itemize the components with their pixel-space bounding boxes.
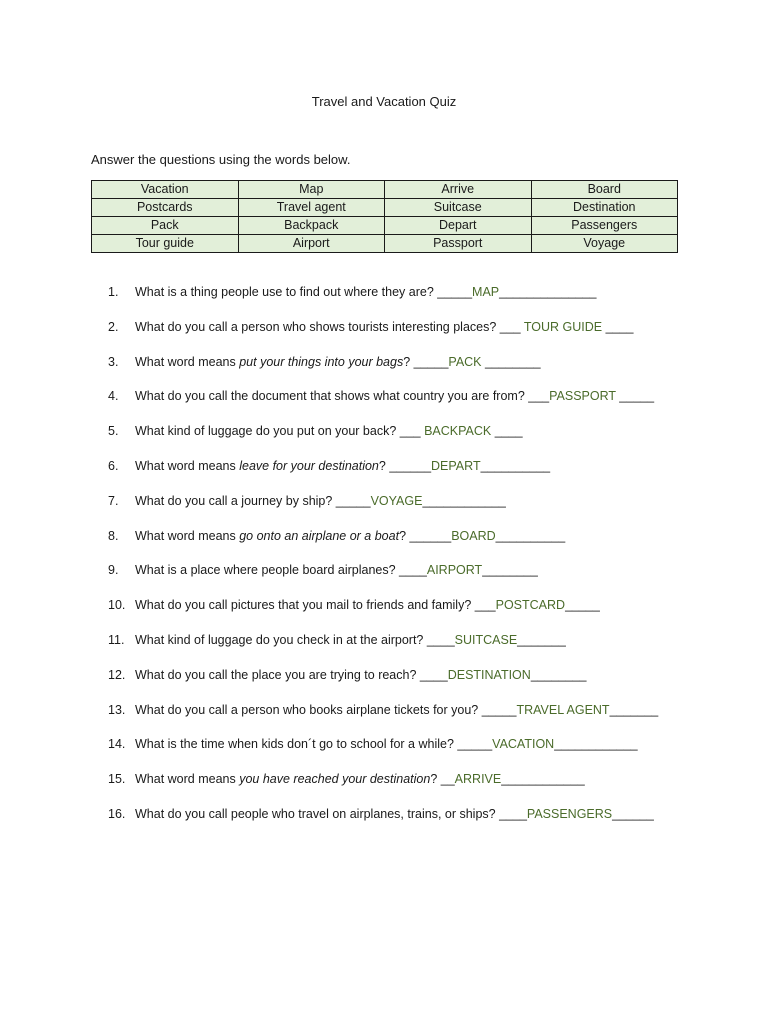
word-bank-cell: Passport [385,235,532,253]
word-bank-cell: Airport [238,235,385,253]
questions-list [108,283,658,840]
question-item [108,422,658,457]
word-bank-cell: Passengers [531,217,678,235]
answer-text: DEPART [431,458,481,473]
question-text [135,527,565,562]
question-prefix: What do you call the place you are trying to reach? ____ [135,667,448,682]
answer-blank: _______ [517,632,566,647]
answer-blank: _____ [615,389,655,404]
answer-text: TOUR GUIDE [523,319,603,334]
question-item [108,735,658,770]
word-bank-row [92,217,678,235]
question-text [135,353,541,388]
answer-blank: ____ [491,424,523,439]
question-item [108,701,658,736]
answer-text: PASSPORT [549,389,616,404]
question-number: 2. [108,319,119,334]
word-bank-cell: Destination [531,199,678,217]
question-prefix: What word means [135,458,240,473]
question-text [135,457,550,492]
question-number: 4. [108,389,119,404]
answer-text: BOARD [451,528,496,543]
answer-blank: _______ [609,702,659,717]
question-prefix: What is the time when kids don´t go to school for a while? _____ [135,737,493,752]
question-prefix: What word means [135,528,240,543]
answer-text: BACKPACK [424,424,492,439]
question-text [135,283,596,318]
answer-text: PASSENGERS [526,806,613,821]
question-prefix: What do you call a journey by ship? _____ [135,493,371,508]
question-item [108,561,658,596]
word-bank-row [92,199,678,217]
question-text [135,805,654,840]
question-suffix: ? ______ [399,528,452,543]
question-number: 1. [108,285,119,299]
answer-blank: ____________ [501,772,585,787]
word-bank-cell: Depart [385,217,532,235]
question-text [135,387,654,422]
question-number: 13. [108,702,126,717]
answer-text: TRAVEL AGENT [516,702,610,717]
answer-text: PACK [448,354,482,369]
question-text [135,318,633,353]
word-bank-cell: Suitcase [385,199,532,217]
question-emphasis: go onto an airplane or a boat [239,528,400,543]
answer-blank: ________ [482,563,538,578]
question-item [108,527,658,562]
question-text [135,561,538,596]
question-emphasis: leave for your destination [239,458,379,473]
word-bank-row [92,235,678,253]
question-number: 14. [108,737,126,752]
question-item [108,492,658,527]
question-item [108,596,658,631]
word-bank-cell: Board [531,181,678,199]
answer-text: AIRPORT [426,563,483,578]
word-bank-cell: Map [238,181,385,199]
answer-text: MAP [472,285,500,299]
question-emphasis: put your things into your bags [239,354,404,369]
word-bank-cell: Pack [92,217,239,235]
answer-text: POSTCARD [495,598,566,613]
word-bank-cell: Voyage [531,235,678,253]
word-bank-cell: Vacation [92,181,239,199]
question-prefix: What is a place where people board airplanes? ____ [135,563,427,578]
question-prefix: What do you call pictures that you mail to friends and family? ___ [135,598,496,613]
question-item [108,353,658,388]
word-bank-row [92,181,678,199]
answer-text: DESTINATION [447,667,531,682]
question-number: 6. [108,458,119,473]
word-bank-cell: Postcards [92,199,239,217]
question-item [108,457,658,492]
word-bank-cell: Tour guide [92,235,239,253]
question-emphasis: you have reached your destination [239,772,431,787]
answer-blank: ______________ [499,285,597,299]
answer-blank: _____ [565,598,600,613]
answer-text: VOYAGE [370,493,423,508]
question-number: 8. [108,528,119,543]
question-number: 15. [108,772,126,787]
question-suffix: ? ______ [378,458,432,473]
answer-blank: ________ [530,667,587,682]
question-suffix: ? __ [430,772,455,787]
answer-text: SUITCASE [454,632,518,647]
answer-blank: ________ [481,354,541,369]
question-item [108,805,658,840]
question-text [135,422,523,457]
question-item [108,283,658,318]
question-number: 7. [108,493,119,508]
question-prefix: What word means [135,354,240,369]
question-text [135,701,658,736]
page-title: Travel and Vacation Quiz [311,94,457,109]
question-text [135,631,566,666]
question-suffix: ? _____ [403,354,449,369]
word-bank-cell: Arrive [385,181,532,199]
question-number: 16. [108,806,126,821]
question-text [135,596,600,631]
question-text [135,770,585,805]
answer-blank: ____________ [554,737,638,752]
question-text [135,735,638,770]
question-item [108,666,658,701]
question-prefix: What kind of luggage do you check in at the airport? ____ [135,632,455,647]
answer-blank: ____________ [422,493,506,508]
question-prefix: What kind of luggage do you put on your back? ___ [135,424,425,439]
answer-blank: ____ [602,319,634,334]
word-bank-cell: Backpack [238,217,385,235]
question-number: 3. [108,354,119,369]
question-prefix: What do you call a person who shows tourists interesting places? ___ [135,319,524,334]
instructions-text: Answer the questions using the words below. [91,152,351,167]
question-prefix: What do you call people who travel on airplanes, trains, or ships? ____ [135,806,527,821]
word-bank-table [91,180,678,253]
question-text [135,666,586,701]
question-item [108,631,658,666]
answer-text: VACATION [492,737,555,752]
question-prefix: What is a thing people use to find out where they are? _____ [135,285,473,299]
answer-blank: __________ [480,458,551,473]
question-item [108,770,658,805]
answer-text: ARRIVE [454,772,502,787]
question-number: 11. [108,632,125,647]
question-number: 5. [108,424,119,439]
question-prefix: What word means [135,772,240,787]
question-item [108,318,658,353]
question-number: 12. [108,667,126,682]
answer-blank: ______ [612,806,654,821]
question-number: 10. [108,598,126,613]
word-bank-cell: Travel agent [238,199,385,217]
question-prefix: What do you call the document that shows what country you are from? ___ [135,389,550,404]
question-text [135,492,506,527]
answer-blank: __________ [495,528,566,543]
question-item [108,387,658,422]
question-number: 9. [108,563,119,578]
question-prefix: What do you call a person who books airplane tickets for you? _____ [135,702,517,717]
